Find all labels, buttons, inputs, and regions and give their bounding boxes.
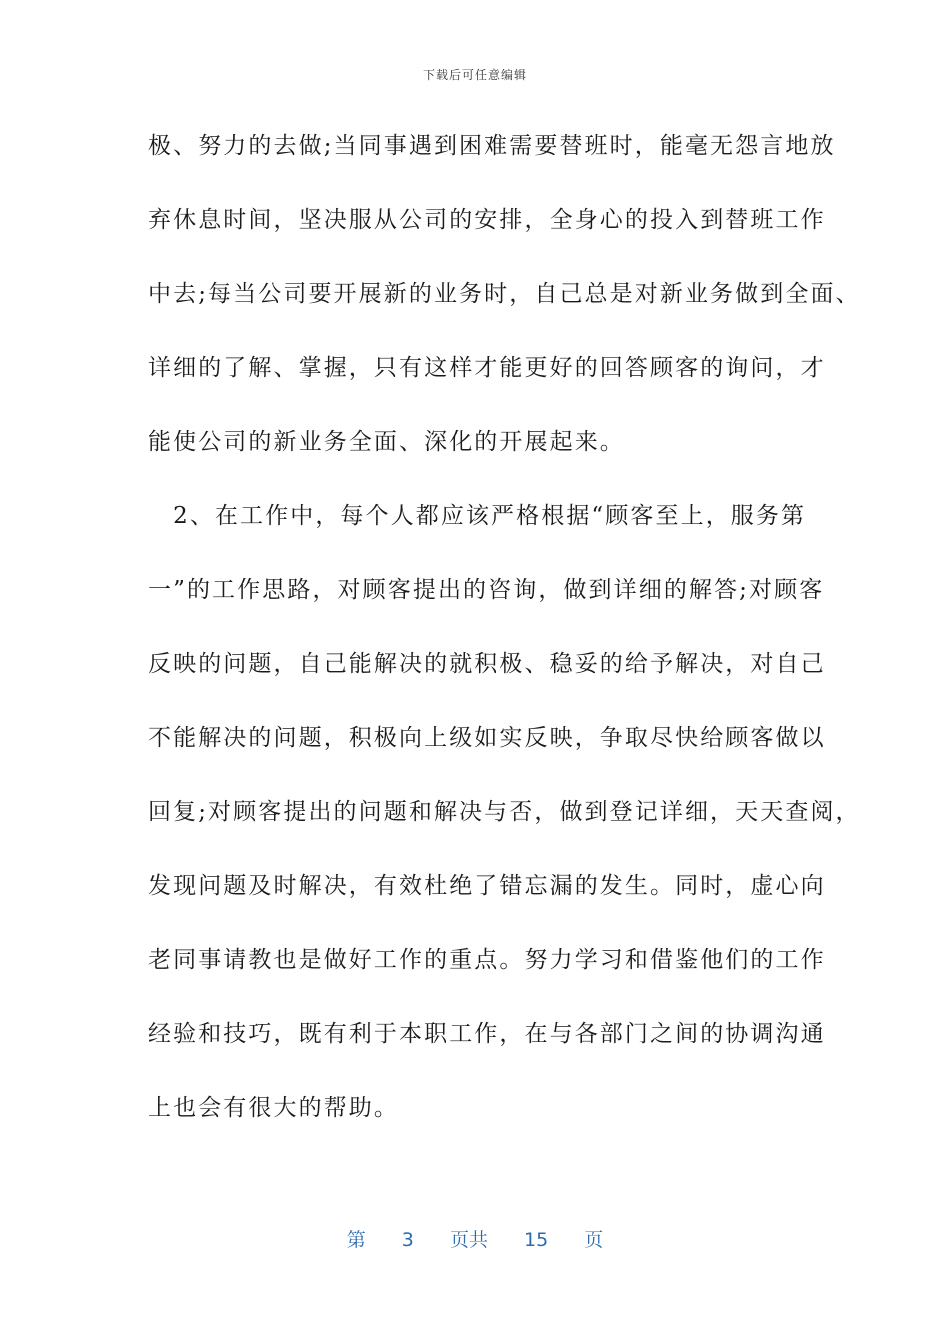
page-number-footer — [0, 1225, 950, 1252]
body-line: 经验和技巧，既有利于本职工作，在与各部门之间的协调沟通 — [148, 1021, 826, 1047]
page-header: 下载后可任意编辑 — [422, 68, 527, 82]
footer-suffix: 页 — [584, 1229, 604, 1251]
footer-middle: 页共 — [449, 1229, 488, 1251]
body-line: 一”的工作思路，对顾客提出的咨询，做到详细的解答;对顾客 — [148, 577, 825, 603]
body-line: 极、努力的去做;当同事遇到困难需要替班时，能毫无怨言地放 — [148, 133, 836, 159]
body-line: 发现问题及时解决，有效杜绝了错忘漏的发生。同时，虚心向 — [148, 873, 826, 899]
body-line: 能使公司的新业务全面、深化的开展起来。 — [148, 429, 625, 455]
body-line: 不能解决的问题，积极向上级如实反映，争取尽快给顾客做以 — [148, 725, 826, 751]
body-line: 2、在工作中，每个人都应该严格根据“顾客至上，服务第 — [148, 503, 807, 529]
total-page-count: 15 — [524, 1229, 549, 1251]
body-line: 反映的问题，自己能解决的就积极、稳妥的给予解决，对自己 — [148, 651, 826, 677]
body-line: 老同事请教也是做好工作的重点。努力学习和借鉴他们的工作 — [148, 947, 826, 973]
footer-prefix: 第 — [346, 1229, 366, 1251]
document-body — [148, 123, 861, 1159]
body-line: 弃休息时间，坚决服从公司的安排，全身心的投入到替班工作 — [148, 207, 826, 233]
body-line: 回复;对顾客提出的问题和解决与否，做到登记详细，天天查阅， — [148, 799, 861, 825]
body-line: 详细的了解、掌握，只有这样才能更好的回答顾客的询问，才 — [148, 355, 826, 381]
current-page-number: 3 — [401, 1229, 414, 1251]
body-line: 中去;每当公司要开展新的业务时，自己总是对新业务做到全面、 — [148, 281, 861, 307]
body-line: 上也会有很大的帮助。 — [148, 1095, 399, 1121]
